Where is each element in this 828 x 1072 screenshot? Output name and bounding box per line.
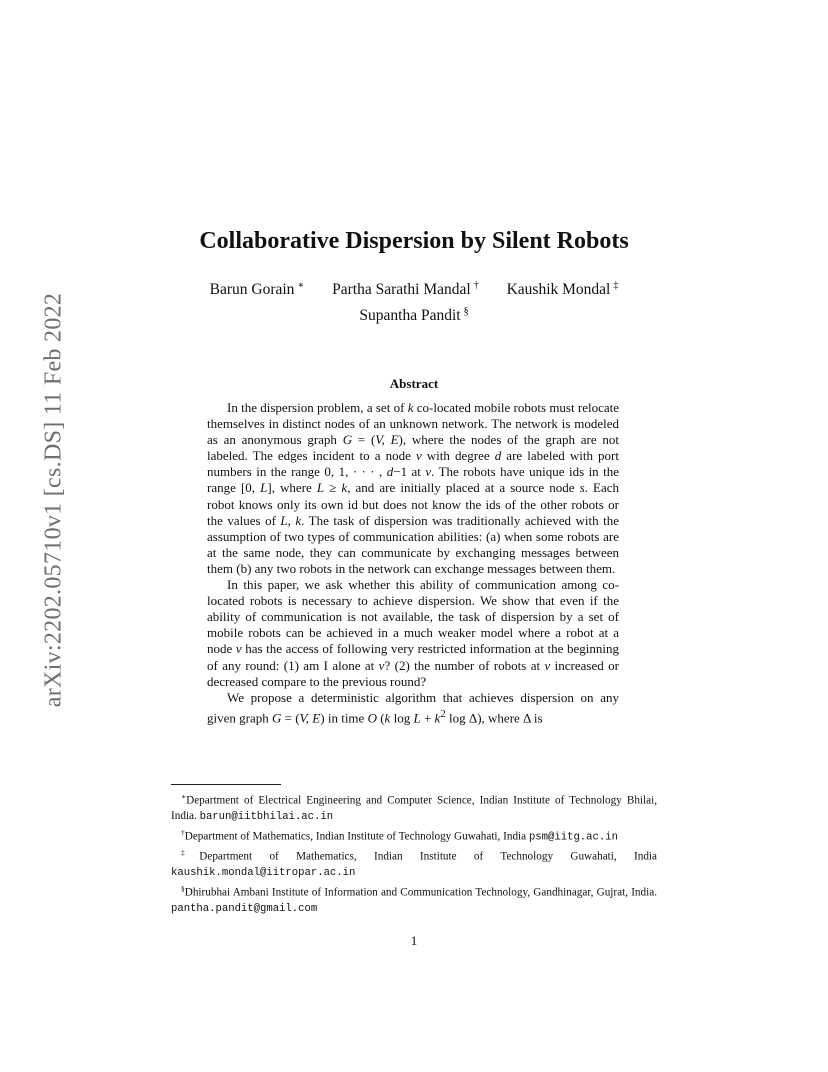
author-name: Supantha Pandit	[359, 307, 461, 325]
abstract-heading: Abstract	[389, 376, 439, 391]
footnote-text: Department of Mathematics, Indian Institute of Technology Guwahati, India	[199, 851, 657, 864]
footnote-1	[171, 789, 657, 825]
footnote-4	[171, 881, 657, 917]
abstract-paragraph-3: We propose a deterministic algorithm that achieves dispersion on any given graph G = (V, E) in time O (k $\log L + k^2$ log Δ), where Δ is	[207, 689, 619, 726]
abstract-body	[207, 400, 619, 726]
author-list	[150, 276, 678, 328]
footnote-mark: †	[181, 827, 185, 837]
author-name: Kaushik Mondal	[506, 281, 611, 299]
email-link[interactable]: pantha.pandit@gmail.com	[171, 902, 318, 915]
author-3	[507, 276, 619, 300]
footnote-mark: §	[181, 884, 185, 894]
footnotes	[171, 789, 657, 917]
author-name: Partha Sarathi Mandal	[332, 281, 471, 299]
page-number: 1	[410, 933, 418, 948]
footnote-2	[171, 825, 657, 846]
footnote-mark: ∗	[181, 792, 187, 801]
email-link[interactable]: barun@iitbhilai.ac.in	[199, 810, 334, 823]
author-2	[332, 276, 479, 300]
author-footnote-mark: †	[473, 280, 479, 291]
author-footnote-mark: ∗	[297, 280, 305, 291]
author-name: Barun Gorain	[209, 281, 295, 299]
footnote-mark: ‡	[181, 848, 200, 858]
footnote-text: Department of Mathematics, Indian Institute of Technology Guwahati, India	[184, 830, 527, 843]
footnote-rule	[171, 784, 281, 785]
footnote-text: Dhirubhai Ambani Institute of Information and Communication Technology, Gandhinagar, Gujrat, India.	[184, 886, 657, 899]
author-1	[210, 276, 305, 300]
paper-title: Collaborative Dispersion by Silent Robots	[199, 228, 629, 254]
author-footnote-mark: §	[463, 306, 469, 317]
email-link[interactable]: psm@iitg.ac.in	[528, 831, 618, 844]
arxiv-stamp-text: arXiv:2202.05710v1 [cs.DS] 11 Feb 2022	[40, 292, 67, 708]
author-4	[359, 302, 468, 326]
email-link[interactable]: kaushik.mondal@iitropar.ac.in	[171, 867, 356, 880]
abstract-paragraph-1: In the dispersion problem, a set of k co-located mobile robots must relocate themselves in distinct nodes of an unknown network. The network is modeled as an anonymous graph G = (V, E), where the nodes of the graph are not labeled. The edges incident to a node v with degree d are labeled with port numbers in the range 0, 1, · · · , d−1 at v. The robots have unique ids in the range [0, L], where L ≥ k, and are initially placed at a source node s. Each robot knows only its own id but does not know the ids of the other robots or the values of L, k. The task of dispersion was traditionally achieved with the assumption of two types of communication abilities: (a) when some robots are at the same node, they can communicate by exchanging messages between them (b) any two robots in the network can exchange messages between them.	[207, 400, 620, 576]
footnote-3	[171, 845, 657, 881]
author-footnote-mark: ‡	[613, 280, 619, 291]
footnote-text: Department of Electrical Engineering and Computer Science, Indian Institute of Technology Bhilai, India.	[171, 794, 657, 822]
abstract-paragraph-2: In this paper, we ask whether this ability of communication among co-located robots is necessary to achieve dispersion. We show that even if the ability of communication is not available, the task of dispersion by a set of mobile robots can be achieved in a much weaker model where a robot at a node v has the access of following very restricted information at the beginning of any round: (1) am I alone at v? (2) the number of robots at v increased or decreased compare to the previous round?	[207, 577, 619, 689]
